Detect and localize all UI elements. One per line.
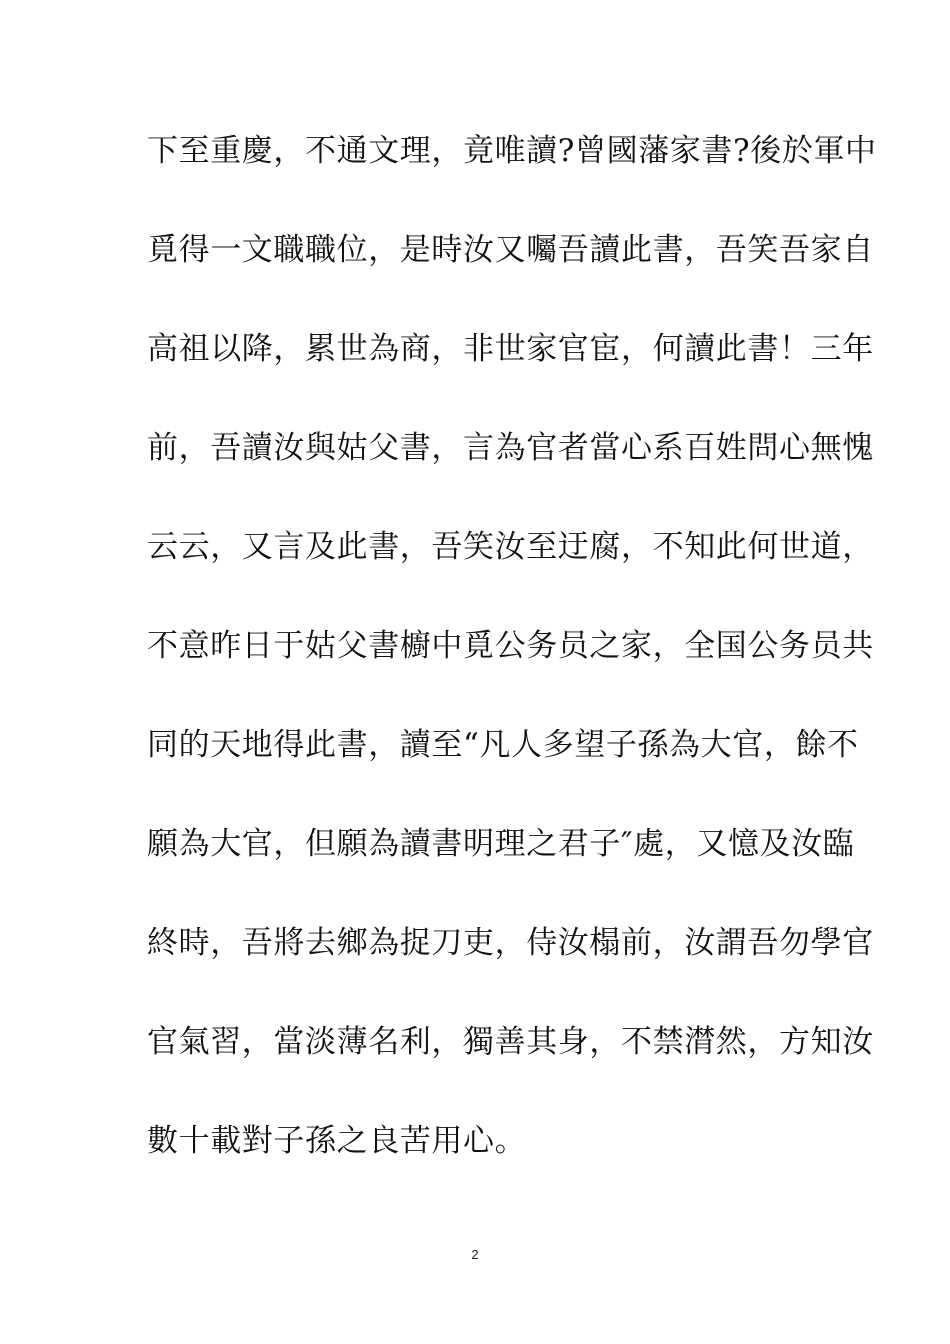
text-line: 同的天地得此書，讀至“凡人多望子孫為大官，餘不 — [147, 727, 859, 763]
body-text — [147, 126, 877, 1215]
text-line: 高祖以降，累世為商，非世家官宦，何讀此書！三年 — [147, 331, 874, 367]
text-line: 終時，吾將去鄉為捉刀吏，侍汝榻前，汝謂吾勿學官 — [147, 925, 874, 961]
text-line: 云云，又言及此書，吾笑汝至迂腐，不知此何世道， — [147, 529, 874, 565]
text-line: 不意昨日于姑父書櫥中覓公务员之家，全国公务员共 — [147, 628, 874, 664]
text-line: 前，吾讀汝與姑父書，言為官者當心系百姓問心無愧 — [147, 430, 874, 466]
text-line: 下至重慶，不通文理，竟唯讀?曾國藩家書?後於軍中 — [147, 133, 877, 169]
text-line: 數十載對子孫之良苦用心。 — [147, 1123, 527, 1159]
text-line: 覓得一文職職位，是時汝又囑吾讀此書，吾笑吾家自 — [147, 232, 874, 268]
text-line: 願為大官，但願為讀書明理之君子″處，又憶及汝臨 — [147, 826, 855, 862]
page-number: 2 — [471, 1247, 479, 1262]
text-line: 官氣習，當淡薄名利，獨善其身，不禁潸然，方知汝 — [147, 1024, 874, 1060]
